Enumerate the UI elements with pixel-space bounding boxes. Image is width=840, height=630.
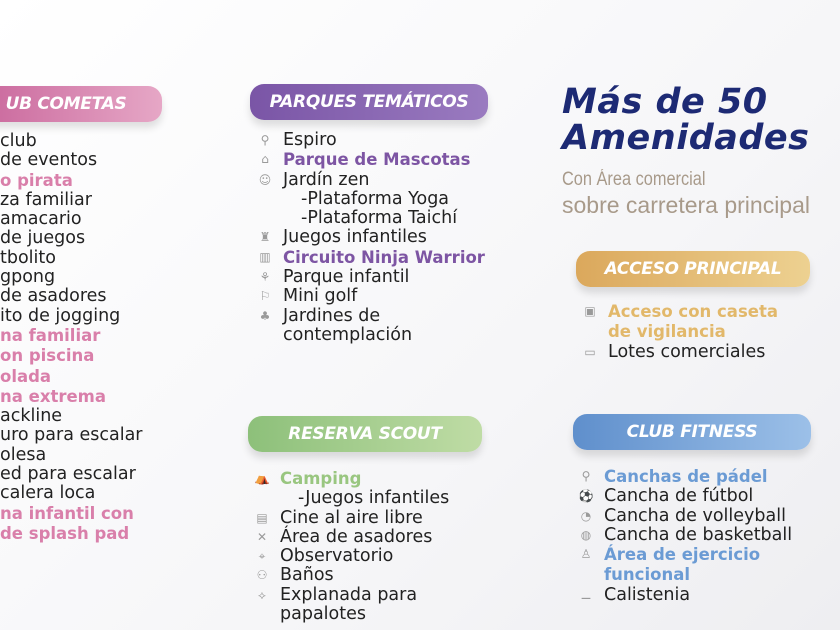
list-item-label: -Plataforma Yoga — [301, 188, 450, 209]
list-item — [283, 209, 485, 228]
list-item-label: na extrema — [0, 386, 107, 406]
list-item — [280, 489, 449, 508]
list-item-label: contemplación — [283, 324, 413, 345]
subtitle-line1: Con Área comercial — [562, 169, 706, 190]
list-item — [260, 130, 485, 150]
list-item-label: za familiar — [0, 189, 92, 210]
list-item-label: club — [0, 131, 37, 151]
list-item — [608, 322, 778, 342]
list-item-label: -Juegos infantiles — [298, 488, 450, 509]
list-item — [259, 227, 485, 248]
list-item — [580, 524, 793, 545]
list-item-label: Baños — [280, 565, 334, 586]
list-item-label: olesa — [0, 444, 47, 465]
list-item — [258, 169, 485, 190]
tent-icon: ⛺ — [254, 471, 270, 485]
list-item-label: de eventos — [0, 150, 98, 171]
list-item-label: Juegos infantiles — [283, 227, 427, 248]
kite-icon: ⟡ — [258, 587, 266, 602]
list-item-label: Parque infantil — [283, 267, 410, 288]
list-item — [261, 150, 485, 170]
list-item — [580, 584, 792, 605]
restroom-icon: ⚇ — [256, 568, 268, 583]
list-item — [0, 465, 143, 484]
reserva-scout-list — [254, 469, 450, 625]
list-item-label: Cine al aire libre — [280, 507, 423, 528]
list-item-label: Cancha de volleyball — [604, 505, 786, 526]
booth-icon: ▣ — [584, 304, 596, 318]
list-item-label: Calistenia — [604, 584, 691, 605]
list-item-label: tbolito — [0, 247, 56, 268]
telescope-icon: ⌖ — [258, 549, 266, 564]
list-item-label: ackline — [0, 406, 63, 427]
acceso-principal-list — [584, 302, 778, 362]
main-title — [562, 84, 810, 156]
list-item — [258, 584, 449, 605]
list-item-label: Jardines de — [283, 305, 381, 326]
list-item-label: Lotes comerciales — [608, 341, 766, 362]
club-fitness-list — [578, 467, 793, 605]
soccer-icon: ⚽ — [578, 489, 594, 504]
list-item — [0, 268, 143, 287]
list-item-label: Canchas de pádel — [604, 467, 768, 486]
list-item — [259, 286, 485, 307]
list-item-label: gpong — [0, 267, 56, 288]
acceso-principal-header: ACCESO PRINCIPAL — [576, 251, 810, 287]
padel-icon: ⚲ — [581, 469, 591, 483]
list-item — [0, 191, 143, 210]
list-item-label: Camping — [280, 469, 362, 488]
list-item-label: na familiar — [0, 325, 101, 345]
list-item — [0, 504, 143, 524]
list-item — [0, 446, 143, 465]
list-item — [256, 526, 449, 547]
list-item — [0, 387, 143, 407]
playground-icon: ♜ — [259, 230, 271, 245]
list-item — [259, 305, 485, 326]
list-item — [259, 267, 485, 288]
list-item — [584, 341, 778, 362]
list-item-label: Espiro — [283, 130, 337, 150]
dog-house-icon: ⌂ — [261, 152, 269, 167]
list-item — [604, 565, 792, 585]
list-item — [0, 151, 143, 170]
list-item — [0, 287, 143, 306]
list-item — [0, 132, 143, 151]
list-item — [258, 546, 449, 567]
list-item — [580, 505, 792, 526]
list-item — [580, 545, 792, 565]
list-item-label: de asadores — [0, 286, 107, 307]
list-item — [0, 307, 143, 326]
club-cometas-list — [0, 132, 143, 544]
list-item-label: Jardín zen — [283, 169, 370, 190]
list-item — [283, 190, 485, 209]
list-item — [280, 605, 449, 624]
golf-icon: ⚐ — [259, 289, 271, 304]
list-item — [578, 486, 792, 507]
list-item — [259, 247, 485, 268]
ninja-circuit-icon: ▥ — [259, 249, 271, 264]
list-item-label: funcional — [604, 565, 690, 585]
list-item-label: Parque de Mascotas — [283, 150, 471, 170]
store-icon: ▭ — [584, 344, 596, 359]
exercise-icon: ♙ — [580, 547, 592, 562]
list-item-label: Circuito Ninja Warrior — [283, 247, 485, 267]
list-item-label: Observatorio — [280, 546, 394, 567]
grill-tools-icon: ✕ — [256, 529, 268, 544]
parques-tematicos-header: PARQUES TEMÁTICOS — [250, 84, 488, 120]
list-item-label: Acceso con caseta — [608, 302, 778, 321]
reserva-scout-header: RESERVA SCOUT — [248, 416, 482, 452]
list-item-label: o pirata — [0, 170, 73, 190]
volleyball-icon: ◔ — [580, 508, 592, 523]
list-item — [0, 229, 143, 248]
subtitle-line2: sobre carretera principal — [562, 192, 811, 218]
basketball-icon: ◍ — [580, 527, 592, 542]
figure-icon: ⚲ — [260, 133, 270, 147]
list-item-label: de splash pad — [0, 523, 130, 543]
calisthenics-icon: ⚊ — [580, 587, 592, 602]
list-item — [256, 507, 449, 528]
list-item — [256, 565, 449, 586]
list-item — [584, 302, 778, 322]
list-item — [0, 326, 143, 346]
club-fitness-header: CLUB FITNESS — [573, 414, 811, 450]
list-item — [0, 524, 143, 544]
list-item-label: papalotes — [280, 604, 366, 625]
list-item-label: Explanada para — [280, 584, 418, 605]
list-item-label: Cancha de basketball — [604, 524, 793, 545]
zen-icon: ☺ — [258, 172, 272, 187]
list-item-label: Mini golf — [283, 286, 358, 307]
list-item — [0, 367, 143, 387]
list-item-label: olada — [0, 366, 52, 386]
list-item — [0, 426, 143, 445]
list-item-label: amacario — [0, 209, 82, 230]
list-item-label: na infantil con — [0, 503, 134, 523]
list-item-label: de juegos — [0, 228, 86, 249]
list-item-label: Área de ejercicio — [604, 545, 761, 565]
list-item-label: Área de asadores — [280, 526, 433, 547]
club-cometas-header: UB COMETAS — [0, 86, 162, 122]
list-item — [581, 467, 792, 487]
list-item-label: ed para escalar — [0, 464, 136, 485]
tree-icon: ♣ — [259, 308, 271, 323]
subtitle — [562, 168, 810, 218]
list-item — [0, 210, 143, 229]
cinema-icon: ▤ — [256, 510, 268, 525]
main-title-line1: Más de 50 — [562, 82, 768, 122]
slide-icon: ⚘ — [259, 270, 271, 285]
list-item — [0, 407, 143, 426]
list-item — [283, 326, 485, 345]
list-item-label: Cancha de fútbol — [604, 486, 754, 507]
list-item — [0, 171, 143, 191]
list-item-label: de vigilancia — [608, 322, 726, 342]
list-item — [254, 469, 449, 489]
main-title-line2: Amenidades — [562, 118, 810, 158]
list-item — [0, 346, 143, 366]
list-item-label: -Plataforma Taichí — [301, 208, 458, 229]
list-item — [0, 484, 143, 503]
list-item-label: ito de jogging — [0, 305, 121, 326]
parques-tematicos-list — [258, 130, 485, 345]
list-item-label: uro para escalar — [0, 425, 143, 446]
list-item-label: on piscina — [0, 346, 95, 366]
list-item-label: calera loca — [0, 483, 96, 504]
list-item — [0, 249, 143, 268]
